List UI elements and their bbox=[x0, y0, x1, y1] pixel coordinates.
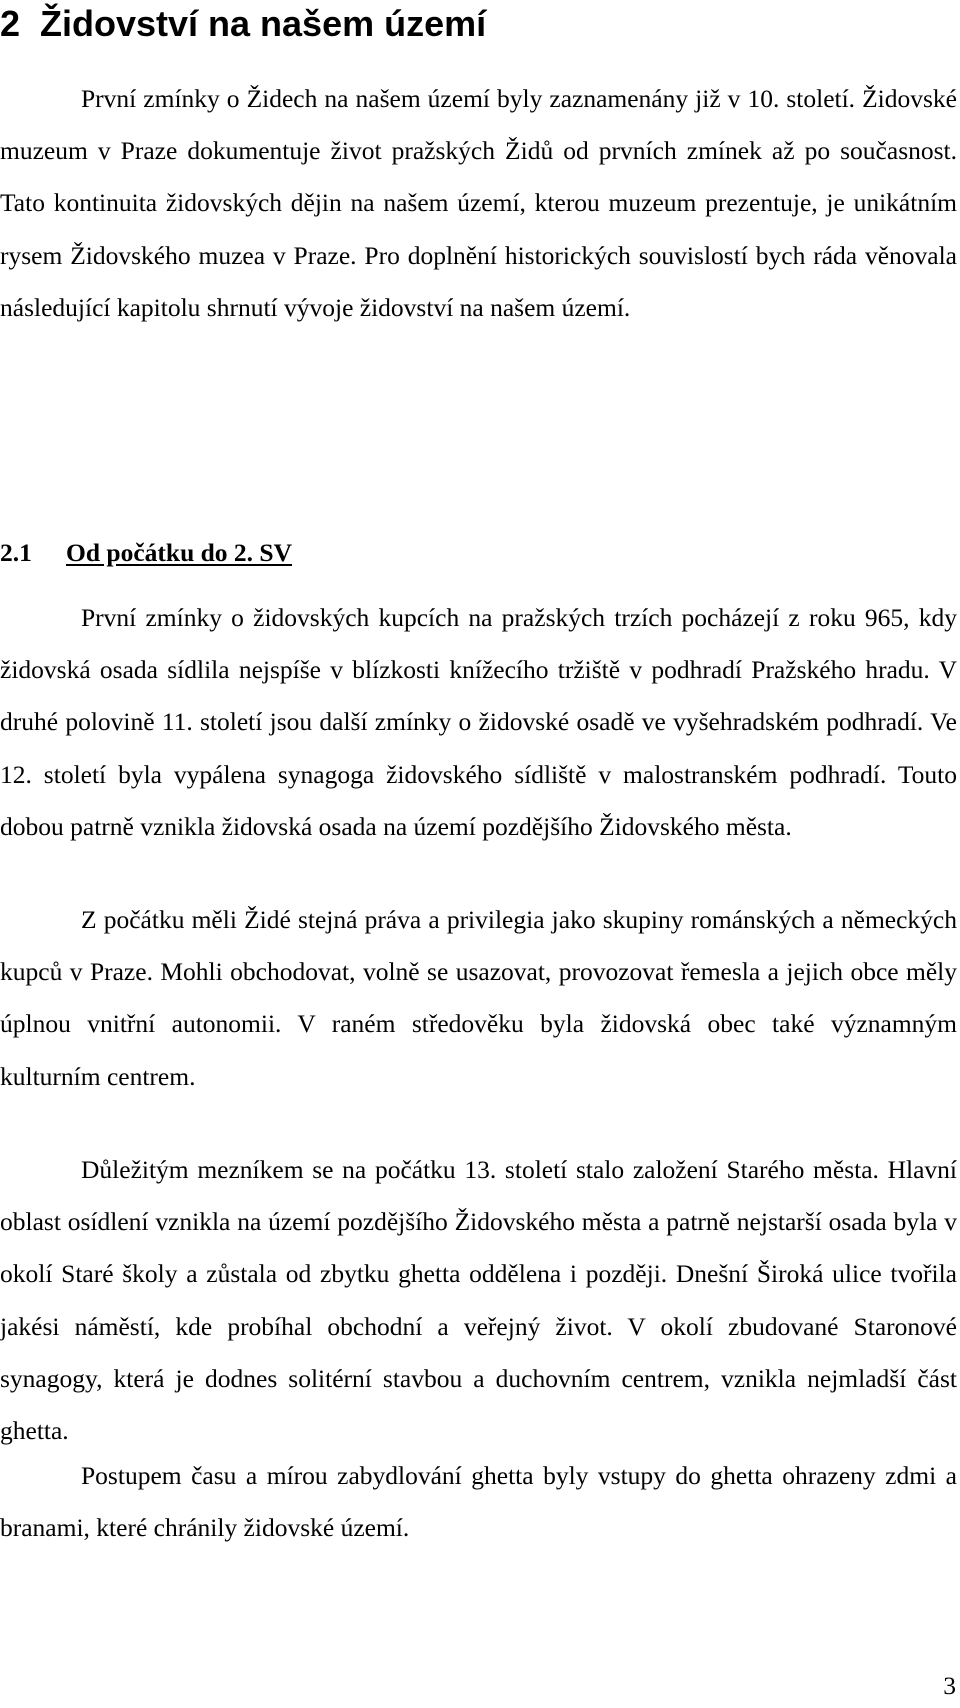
chapter-title: Židovství na našem území bbox=[40, 3, 487, 44]
paragraph-3: Důležitým mezníkem se na počátku 13. století stalo založení Starého města. Hlavní oblast osídlení vznikla na území pozdějšího Židovského města a patrně nejstarší osada byla v okolí Staré školy a zůstala od zbytku ghetta oddělena i později. Dnešní Široká ulice tvořila jakési náměstí, kde probíhal obchodní a veřejný život. V okolí zbudované Staronové synagogy, která je dodnes solitérní stavbou a duchovním centrem, vznikla nejmladší část ghetta. bbox=[0, 1155, 957, 1446]
paragraph-4: Postupem času a mírou zabydlování ghetta byly vstupy do ghetta ohrazeny zdmi a branami, které chránily židovské území. bbox=[0, 1461, 957, 1543]
page-number: 3 bbox=[943, 1671, 956, 1700]
section-heading bbox=[0, 536, 292, 570]
chapter-number: 2 bbox=[0, 3, 21, 44]
paragraph-2: Z počátku měli Židé stejná práva a privilegia jako skupiny románských a německých kupců v Praze. Mohli obchodovat, volně se usazovat, provozovat řemesla a jejich obce měly úplnou vnitřní autonomii. V raném středověku byla židovská obec také významným kulturním centrem. bbox=[0, 905, 957, 1091]
section-number: 2.1 bbox=[0, 538, 32, 567]
intro-paragraph: První zmínky o Židech na našem území byly zaznamenány již v 10. století. Židovské muzeum v Praze dokumentuje život pražských Židů od prvních zmínek až po současnost. Tato kontinuita židovských dějin na našem území, kterou muzeum prezentuje, je unikátním rysem Židovského muzea v Praze. Pro doplnění historických souvislostí bych ráda věnovala následující kapitolu shrnutí vývoje židovství na našem území. bbox=[0, 84, 957, 322]
section-title: Od počátku do 2. SV bbox=[66, 538, 293, 567]
chapter-heading bbox=[0, 2, 486, 46]
paragraph-1: První zmínky o židovských kupcích na pražských trzích pocházejí z roku 965, kdy židovská osada sídlila nejspíše v blízkosti knížecího tržiště v podhradí Pražského hradu. V druhé polovině 11. století jsou další zmínky o židovské osadě ve vyšehradském podhradí. Ve 12. století byla vypálena synagoga židovského sídliště v malostranském podhradí. Touto dobou patrně vznikla židovská osada na území pozdějšího Židovského města. bbox=[0, 603, 957, 841]
